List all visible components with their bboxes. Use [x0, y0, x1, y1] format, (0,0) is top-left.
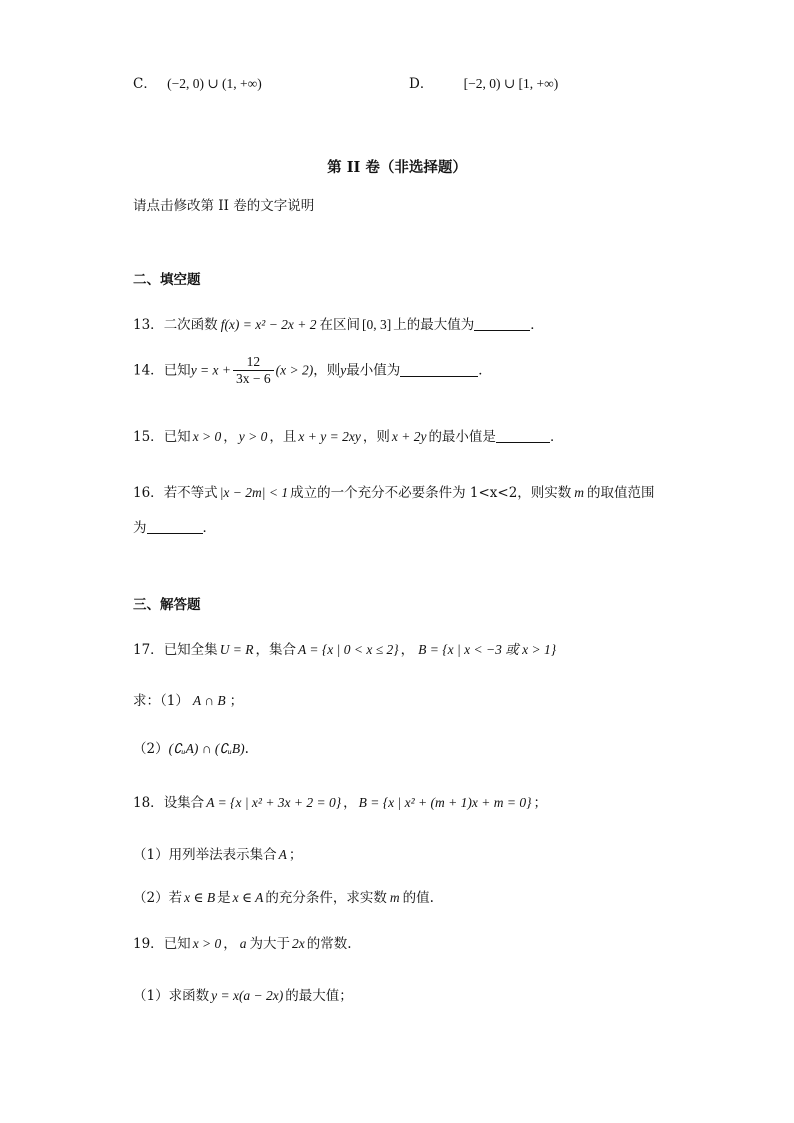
q13-answer-blank[interactable]: [474, 317, 530, 332]
q18-number: 18．: [133, 795, 164, 811]
q15-cond-1: x > 0: [192, 429, 222, 444]
section-title: 第 II 卷（非选择题）: [327, 159, 467, 176]
q15-cond-3: x + y = 2xy: [298, 429, 361, 444]
q16-line2-text: 为: [133, 520, 147, 536]
question-17-part-2: [133, 737, 249, 757]
q14-lhs: y = x +: [190, 362, 232, 378]
question-18-part-2: [133, 886, 434, 906]
q16-expr: |x − 2m| < 1: [219, 485, 289, 500]
q18-part2-post: 的充分条件，求实数: [265, 890, 387, 906]
section-desc: 请点击修改第 II 卷的文字说明: [133, 198, 315, 214]
q17-sep: ，: [400, 642, 415, 658]
q18-part2-b: x ∈ A: [232, 890, 264, 905]
q14-frac-den: 3x − 6: [236, 370, 271, 386]
q19-part1-expr: y = x(a − 2x): [211, 988, 284, 1003]
q14-end: ．: [478, 362, 492, 379]
q14-text-mid: ，则: [313, 362, 341, 379]
q19-cond-1: x > 0: [192, 936, 222, 951]
q18-set-a: A = {x | x² + 3x + 2 = 0}: [206, 795, 342, 810]
q17-ask: 求：（1）: [133, 693, 189, 709]
option-c: [133, 72, 262, 92]
question-18-part-1: [133, 843, 302, 863]
q18-part1-text: （1）用列举法表示集合: [133, 847, 277, 863]
q18-text: 设集合: [163, 795, 205, 811]
question-14: [133, 355, 492, 387]
q13-text-mid: 在区间: [319, 317, 361, 333]
question-19-part-1: [133, 984, 353, 1004]
q15-sep-1: ，: [223, 429, 237, 445]
q13-text: 二次函数: [163, 317, 218, 333]
question-16-line-2: [133, 516, 216, 536]
question-13: [133, 313, 544, 333]
q18-part1-var: A: [278, 847, 287, 862]
option-c-text: (−2, 0) ∪ (1, +∞): [167, 76, 262, 91]
option-d-text: [−2, 0) ∪ [1, +∞): [463, 76, 559, 91]
q19-cond-2: 2x: [292, 936, 305, 951]
q19-var-a: a: [239, 936, 247, 951]
q13-end: ．: [530, 317, 544, 333]
q15-answer-blank[interactable]: [496, 429, 550, 444]
q19-part1-label: （1）求函数: [133, 988, 210, 1004]
q18-part2-var: m: [389, 890, 400, 905]
answer-heading: 三、解答题: [133, 597, 201, 613]
q16-end: ．: [202, 520, 216, 536]
q18-sep: ，: [343, 795, 357, 811]
q17-part2-end: .: [244, 741, 249, 757]
q17-part1-end: ；: [229, 693, 244, 709]
q15-text-post: 的最小值是: [428, 429, 496, 445]
question-15: [133, 425, 563, 445]
question-16: [133, 481, 655, 501]
q19-text-post: 的常数.: [306, 936, 352, 952]
q16-number: 16．: [133, 485, 164, 501]
q13-text-post: 上的最大值为: [393, 317, 475, 333]
option-d: [409, 72, 558, 92]
q17-part2-label: （2）: [133, 741, 169, 757]
q13-number: 13．: [133, 317, 164, 333]
q15-sep-2: ，且: [269, 429, 297, 445]
q15-number: 15．: [133, 429, 164, 445]
q16-text: 若不等式: [163, 485, 218, 501]
q19-text-mid: 为大于: [249, 936, 291, 952]
q18-set-b: B = {x | x² + (m + 1)x + m = 0}: [358, 795, 532, 810]
q15-text-mid: ，则: [362, 429, 390, 445]
q17-set-a: A = {x | 0 < x ≤ 2}: [298, 642, 399, 657]
q18-end: ；: [533, 795, 547, 811]
q16-answer-blank[interactable]: [147, 520, 203, 535]
q18-part2-a: x ∈ B: [184, 890, 216, 905]
q17-text: 已知全集: [163, 642, 218, 658]
question-18: [133, 791, 547, 811]
q18-part2-mid: 是: [217, 890, 231, 906]
q17-text-mid: ，集合: [255, 642, 297, 658]
q14-text: 已知: [163, 362, 191, 379]
q14-condition: (x > 2): [275, 362, 314, 378]
question-19: [133, 932, 352, 952]
q15-cond-2: y > 0: [238, 429, 268, 444]
q16-text-tail: 的取值范围: [587, 485, 655, 501]
option-d-label: D．: [409, 76, 434, 92]
fill-heading: 二、填空题: [133, 272, 201, 288]
q14-fraction: [233, 355, 274, 387]
q18-part1-end: ；: [288, 847, 303, 863]
q13-interval: [0, 3]: [362, 317, 392, 332]
q15-end: ．: [549, 429, 564, 445]
q14-number: 14．: [133, 362, 164, 379]
q15-text: 已知: [163, 429, 191, 445]
q17-set-b: B = {x | x < −3 或 x > 1}: [418, 642, 557, 657]
question-17-part-1: [133, 689, 243, 709]
q17-part2-expr: (∁ᵤA) ∩ (∁ᵤB): [168, 741, 245, 756]
option-c-label: C．: [133, 76, 157, 92]
q14-answer-blank[interactable]: [400, 362, 478, 377]
q18-part2-label: （2）若: [133, 890, 183, 906]
question-17: [133, 638, 556, 658]
q19-part1-end: 的最大值；: [285, 988, 353, 1004]
q18-part2-end: 的值.: [402, 890, 434, 906]
q19-text: 已知: [163, 936, 191, 952]
q16-var: m: [574, 485, 585, 500]
q17-universal-set: U = R: [219, 642, 254, 657]
q19-sep: ，: [223, 936, 237, 952]
q13-function: f(x) = x² − 2x + 2: [220, 317, 317, 332]
q14-var: y: [340, 362, 347, 378]
q16-text-post: 成立的一个充分不必要条件为 1<x<2，则实数: [290, 485, 572, 501]
q17-part1-expr: A ∩ B: [192, 693, 226, 708]
q15-expr: x + 2y: [391, 429, 427, 444]
q17-number: 17．: [133, 642, 164, 658]
q19-number: 19．: [133, 936, 164, 952]
q14-text-post: 最小值为: [346, 362, 401, 379]
q14-frac-num: 12: [233, 355, 274, 371]
